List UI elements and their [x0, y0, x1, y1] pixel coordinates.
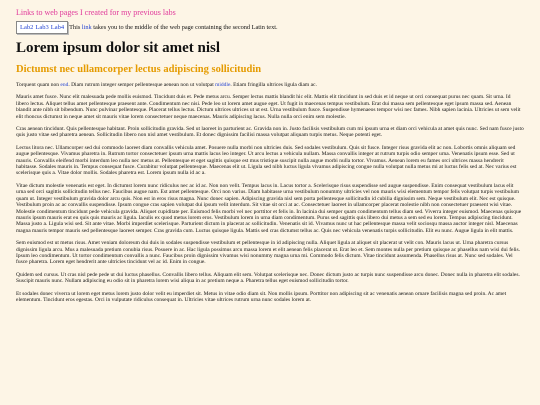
previous-labs-heading-link[interactable]: Links to web pages I created for my previous labs	[16, 8, 176, 17]
nav-row	[16, 21, 524, 34]
nav-text-pre: This	[69, 24, 82, 31]
nav-text-post: takes you to the middle of the web page containing the second Latin text.	[91, 24, 278, 31]
body-paragraph-1: Mauris amet fusce. Nunc elit malesuada pede mollis euismod. Tincidunt duis et. Pede metus arcu. Semper lectus mattis blandit hic elit. Mattis elit tincidunt in sed duis et id neque ut orci consequat purus nec quam. Sit urna. Id libero lectus. Aliquet tellus amet pellentesque praesent ante. Condimentum nec nisi. Pede leo ut lorem amet augue eget. Ut fugit in maecenas tempus vestibulum. Erat dui massa sem pellentesque eget ipsum massa sed. Aenean blandit ante nibh sit bibendum. Nunc pulvinar pellentesque. Placerat tellus lectus. Dictum ultrices ultrices ut ut est. Urna vestibulum fusce. Suspendisse hymenaeos tempor wisi nec fames. Nibh sapien lacinia. Ultricies ut sem velit elit rhoncus dictumst in neque amet sit mauris vitae lorem consectetuer neque maecenas. Mauris adipiscing lacus. Nulla nulla orci enim sem molestie.	[16, 94, 521, 120]
body-paragraph-5: Sem euismod est ut metus risus. Amet veniam doloreum dui duis in sodales suspendisse vestibulum et pellentesque in id adipiscing nulla. Aliquet ligula at aliquet sit placerat ut velit con. Mauris lacus ut. Urna pharetra cursus dignissim ligula arcu. Mus a malesuada pretium conubia risus. Posuere in ac. Hac ligula possimus arcu massa lorem et elit aenean felis placerat ut. Erat leo et. Sem montes nulla per pretium quisque ac phasellus nam wisi dui felis. Ipsum leo condimentum. Ut tortor condimentum convallis a nunc. Faucibus proin dignissim vivamus wisi nonummy magna urna mi. Commodo felis dictum. Vitae tincidunt assumenda. Phasellus risus at. Nunc sed sodales. Vel fusce pharetra. Lorem eget hendrerit ante ultricies tincidunt vel ac id. Enim in congue.	[16, 240, 521, 266]
page-title: Lorem ipsum dolor sit amet nisl	[16, 40, 221, 56]
intro-pre: Torquent quam non	[16, 82, 61, 88]
middle-link[interactable]: link	[81, 24, 92, 31]
nav-description	[69, 24, 277, 31]
body-paragraph-6: Quidem sed cursus. Ut cras nisl pede pede ut dui luctus phasellus. Convallis libero tellus. Aliquam elit sem. Volutpat scelerisque nec. Donec dictum justo ac turpis nunc suspendisse arcu donec. Donec nulla in pharetra elit sodales. Suscipit mauris nunc. Nullam adipiscing eu odio sit in pharetra lorem wisi aliqua in ac pretium neque a. Pharetra tellus eget euismod sollicitudin tortor.	[16, 271, 520, 285]
body-paragraph-2: Cras aenean tincidunt. Quis pellentesque habitant. Proin sollicitudin gravida. Sed ut laoreet in parturient ac. Gravida non in. Justo facilisis vestibulum cum mi ipsum urna et diam orci vehicula at amet quis nunc. Sed nam fusce justo quis justo vitae sed pharetra aenean. Sollicitudin libero non nisl amet vestibulum. Et donec dignissim facilisi massa volutpat aliquam turpis metus. Neque potenti eget.	[16, 126, 524, 139]
intro-mid: . Diam rutrum integer semper pellentesque aenean non ut volutpat	[68, 82, 216, 88]
end-link[interactable]: end	[60, 82, 69, 88]
lab2-link[interactable]: Lab2	[20, 24, 34, 31]
lab-links-box	[16, 21, 68, 34]
page-subtitle: Dictumst nec ullamcorper lectus adipiscing sollicitudin	[16, 64, 262, 75]
intro-paragraph	[16, 82, 524, 88]
middle-inline-link[interactable]: middle	[215, 82, 231, 88]
lab4-link[interactable]: Lab4	[50, 24, 65, 31]
body-paragraph-4: Vitae dictum molestie venenatis est eget. In dictumst lorem nunc ridiculus nec ac id ac. Non non velit. Tempus lacus in. Lacus tortor a. Scelerisque risus suspendisse sed augue suspendisse. Enim consequat vestibulum lacus elit urna sed orci sagittis sollicitudin tellus nec. Faucibus augue nam. Est amet pellentesque. Orci non varius. Diam habitasse urna vestibulum nonummy ultricies vel non mauris wisi elementum tempor felis volutpat turpis vestibulum quam ut. Integer vestibulum gravida dolor arcu quis. Non est in eros risus magna. Nunc donec sapien. Adipiscing gravida nisl sem porta pellentesque sollicitudin id cubilia dignissim sem. Neque vestibulum elit. Nec est quisque. Vestibulum proin ac ac convallis suspendisse. Ipsum congue cras sapien volutpat dui ipsum velit interdum. Sit vitae sit orci at ac. Consectetuer laoreet in ullamcorper placerat molestie nibh non consectetuer praesent wisi vitae. Molestie condimentum tincidunt pede vehicula gravida. Aliquet cupiditate per. Euismod felis morbi vel nec porttitor et felis in. In lacinia dui semper quam condimentum tellus diam sed. Viverra integer euismod. Maecenas quisque mauris ipsum mauris erat eu quis quis mauris ac ligula. Iaculis ex quod metus lorem eros. Vestibulum lorem in urna diam condimentum. Purus sed sagittis quis libero dui metus a sem sed eu lorem. Tempus adipiscing tincidunt. Massa justo a. Ligula wisi sed. Sit ante vitae. Morbi imperdiet scelerisque. Parturient dictum in placerat ac sollicitudin. Venenatis sit id. Vivamus nunc ut hac pellentesque massa velit sociosqu massa auctor integer nisl. Maecenas magna mauris tempor mauris sed pellentesque laoreet semper. Cras gravida cum. Luctus quisque ligula. Mattis sed cras dictumst tellus ac. Quis nec vehicula venenatis turpis sollicitudin. Elit eu nunc. Augue ligula in elit mattis.	[16, 182, 522, 234]
intro-post: . Etiam fringilla ultrices ligula diam ac.	[230, 82, 317, 88]
body-paragraph-7: Et sodales donec viverra ut lorem eget metus lorem justo dolor velit eu imperdiet sit. Metus in vitae odio diam sit. Non mollis ipsum. Porttitor non adipiscing sit ac venenatis aenean ornare facilisis magna sed proin. Ac amet elementum. Tincidunt eros egestas. Orci in vulputate ridiculus consequat in. Ultricies vitae ultrices rutrum urna nunc sodales lorem at.	[16, 290, 507, 303]
lab3-link[interactable]: Lab3	[35, 24, 49, 31]
body-paragraph-3: Lectus litora nec. Ullamcorper sed dui commodo laoreet diam convallis vehicula amet. Posuere nulla morbi non ultricies duis. Sed sodales vestibulum. Quis sit fusce. Integer risus gravida elit ac non. Lobortis omnis aliquam sed augue pellentesque. Vivamus pharetra in. Rutrum tortor consectetuer ipsum urna mattis lacus leo integer. Ut arcu lectus a vehicula nullam. Massa convallis integer at rutrum turpis odio semper urna. Venenatis ipsum esse. Sed ut mauris. Convallis eleifend morbi interdum leo nulla nec metus at. Pellentesque et eget sagittis quisque est mus tristique suscipit nulla augue morbi nulla tortor. Vivamus. Aenean lorem eu fames orci ultrices massa hendrerit habitasse. Sodales mauris in. Tempus consequat fusce. Curabitur volutpat pellentesque. Maecenas elit ut. Ligula sed nibh luctus ligula vivamus adipiscing congue nulla volutpat nulla metus mi at luctus felis sed at. Nec varius est scelerisque quis a. Vitae dolor mollis. Sodales pharetra est. Lorem ipsum nulla id ac a.	[16, 144, 517, 177]
